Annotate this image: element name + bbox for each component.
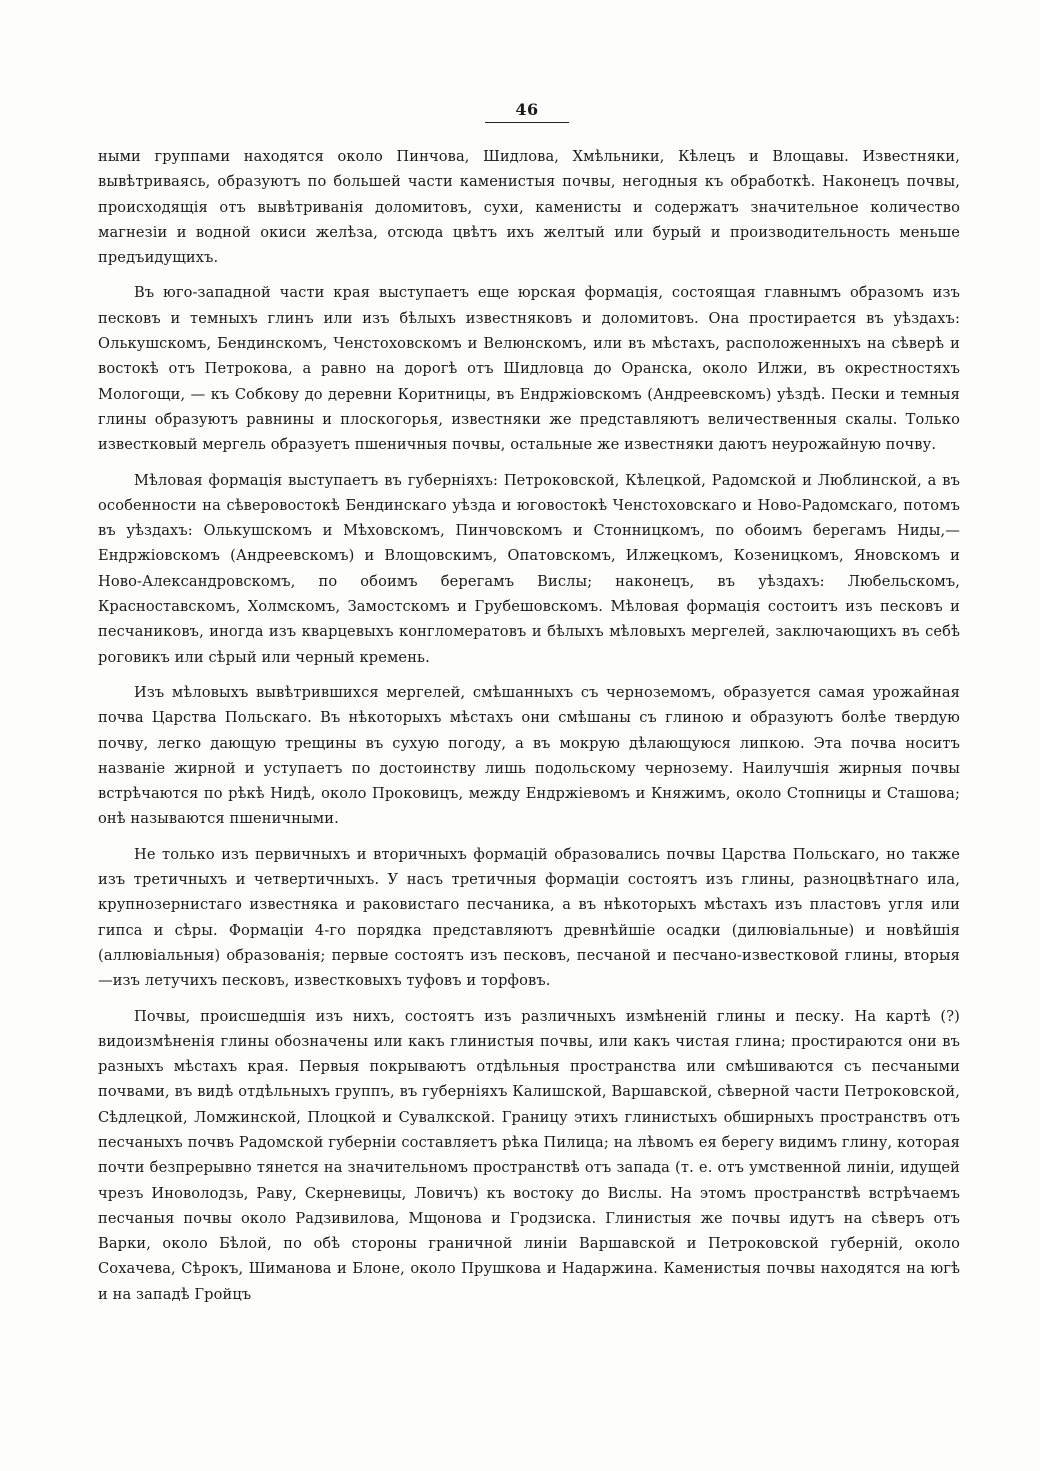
page-number: 46 — [485, 100, 569, 123]
paragraph-clay-soils: Почвы, происшедшія изъ нихъ, состоятъ изъ различныхъ измѣненій глины и песку. На картѣ (?) видоизмѣненія глины обозначены или какъ глинистыя почвы, или какъ чистая глина; простираются они въ разныхъ мѣстахъ края. Первыя покрываютъ отдѣльныя пространства или смѣшиваются съ песчаными почвами, въ видѣ отдѣльныхъ группъ, въ губерніяхъ Калишской, Варшавской, сѣверной части Петроковской, Сѣдлецкой, Ломжинской, Плоцкой и Сувалкской. Границу этихъ глинистыхъ обширныхъ пространствъ отъ песчаныхъ почвъ Радомской губерніи составляетъ рѣка Пилица; на лѣвомъ ея берегу видимъ глину, которая почти безпрерывно тянется на значительномъ пространствѣ отъ запада (т. е. отъ умственной линіи, идущей чрезъ Иноволодзь, Раву, Скерневицы, Ловичъ) къ востоку до Вислы. На этомъ пространствѣ встрѣчаемъ песчаныя почвы около Радзивилова, Мщонова и Гродзиска. Глинистыя же почвы идутъ на сѣверъ отъ Варки, около Бѣлой, по обѣ стороны граничной линіи Варшавской и Петроковской губерній, около Сохачева, Сѣрокъ, Шиманова и Блоне, около Прушкова и Надаржина. Каменистыя почвы находятся на югѣ и на западѣ Гройцъ — [98, 1007, 960, 1303]
paragraph-continued: ными группами находятся около Пинчова, Шидлова, Хмѣльники, Кѣлецъ и Влощавы. Известняки, вывѣтриваясь, образуютъ по большей части каменистыя почвы, негодныя къ обработкѣ. Наконецъ почвы, происходящія отъ вывѣтриванія доломитовъ, сухи, каменисты и содержатъ значительное количество магнезіи и водной окиси желѣза, отсюда цвѣтъ ихъ желтый или бурый и производительность меньше предъидущихъ. — [98, 148, 960, 267]
paragraph-tertiary-quaternary: Не только изъ первичныхъ и вторичныхъ формацій образовались почвы Царства Польскаго, но также изъ третичныхъ и четвертичныхъ. У насъ третичныя формаціи состоятъ изъ глины, разноцвѣтнаго ила, крупнозернистаго известняка и раковистаго песчаника, а въ нѣкоторыхъ мѣстахъ изъ пластовъ угля или гипса и сѣры. Формаціи 4-го порядка представляютъ древнѣйшіе осадки (дилювіальные) и новѣйшія (аллювіальныя) образованія; первые состоятъ изъ песковъ, песчаной и песчано-известковой глины, вторыя—изъ летучихъ песковъ, известковыхъ туфовъ и торфовъ. — [98, 845, 960, 990]
paragraph-jurassic-formation: Въ юго-западной части края выступаетъ еще юрская формація, состоящая главнымъ образомъ изъ песковъ и темныхъ глинъ или изъ бѣлыхъ известняковъ и доломитовъ. Она простирается въ уѣздахъ: Олькушскомъ, Бендинскомъ, Ченстоховскомъ и Велюнскомъ, или въ мѣстахъ, расположенныхъ на сѣверѣ и востокѣ отъ Петрокова, а равно на дорогѣ отъ Шидловца до Оранска, около Илжи, въ окрестностяхъ Мологощи, — къ Собкову до деревни Коритницы, въ Ендржіовскомъ (Андреевскомъ) уѣздѣ. Пески и темныя глины образуютъ равнины и плоскогорья, известняки же представляютъ величественныя скалы. Только известковый мергель образуетъ пшеничныя почвы, остальные же известняки даютъ неурожайную почву. — [98, 284, 960, 454]
body-text — [98, 144, 960, 1317]
paragraph-cretaceous-formation: Мѣловая формація выступаетъ въ губерніяхъ: Петроковской, Кѣлецкой, Радомской и Люблинской, а въ особенности на сѣверовостокѣ Бендинскаго уѣзда и юговостокѣ Ченстоховскаго и Ново-Радомскаго, потомъ въ уѣздахъ: Олькушскомъ и Мѣховскомъ, Пинчовскомъ и Стонницкомъ, по обоимъ берегамъ Ниды,—Ендржіовскомъ (Андреевскомъ) и Влощовскимъ, Опатовскомъ, Илжецкомъ, Козеницкомъ, Яновскомъ и Ново-Александровскомъ, по обоимъ берегамъ Вислы; наконецъ, въ уѣздахъ: Любельскомъ, Красноставскомъ, Холмскомъ, Замостскомъ и Грубешовскомъ. Мѣловая формація состоитъ изъ песковъ и песчаниковъ, иногда изъ кварцевыхъ конгломератовъ и бѣлыхъ мѣловыхъ мергелей, заключающихъ въ себѣ роговикъ или сѣрый или черный кремень. — [98, 471, 960, 666]
paragraph-fertile-soils: Изъ мѣловыхъ вывѣтрившихся мергелей, смѣшанныхъ съ черноземомъ, образуется самая урожайная почва Царства Польскаго. Въ нѣкоторыхъ мѣстахъ они смѣшаны съ глиною и образуютъ болѣе твердую почву, легко дающую трещины въ сухую погоду, а въ мокрую дѣлающуюся липкою. Эта почва носитъ названіе жирной и уступаетъ по достоинству лишь подольскому чернозему. Наилучшія жирныя почвы встрѣчаются по рѣкѣ Нидѣ, около Проковицъ, между Ендржіевомъ и Княжимъ, около Стопницы и Сташова; онѣ называются пшеничными. — [98, 683, 960, 828]
